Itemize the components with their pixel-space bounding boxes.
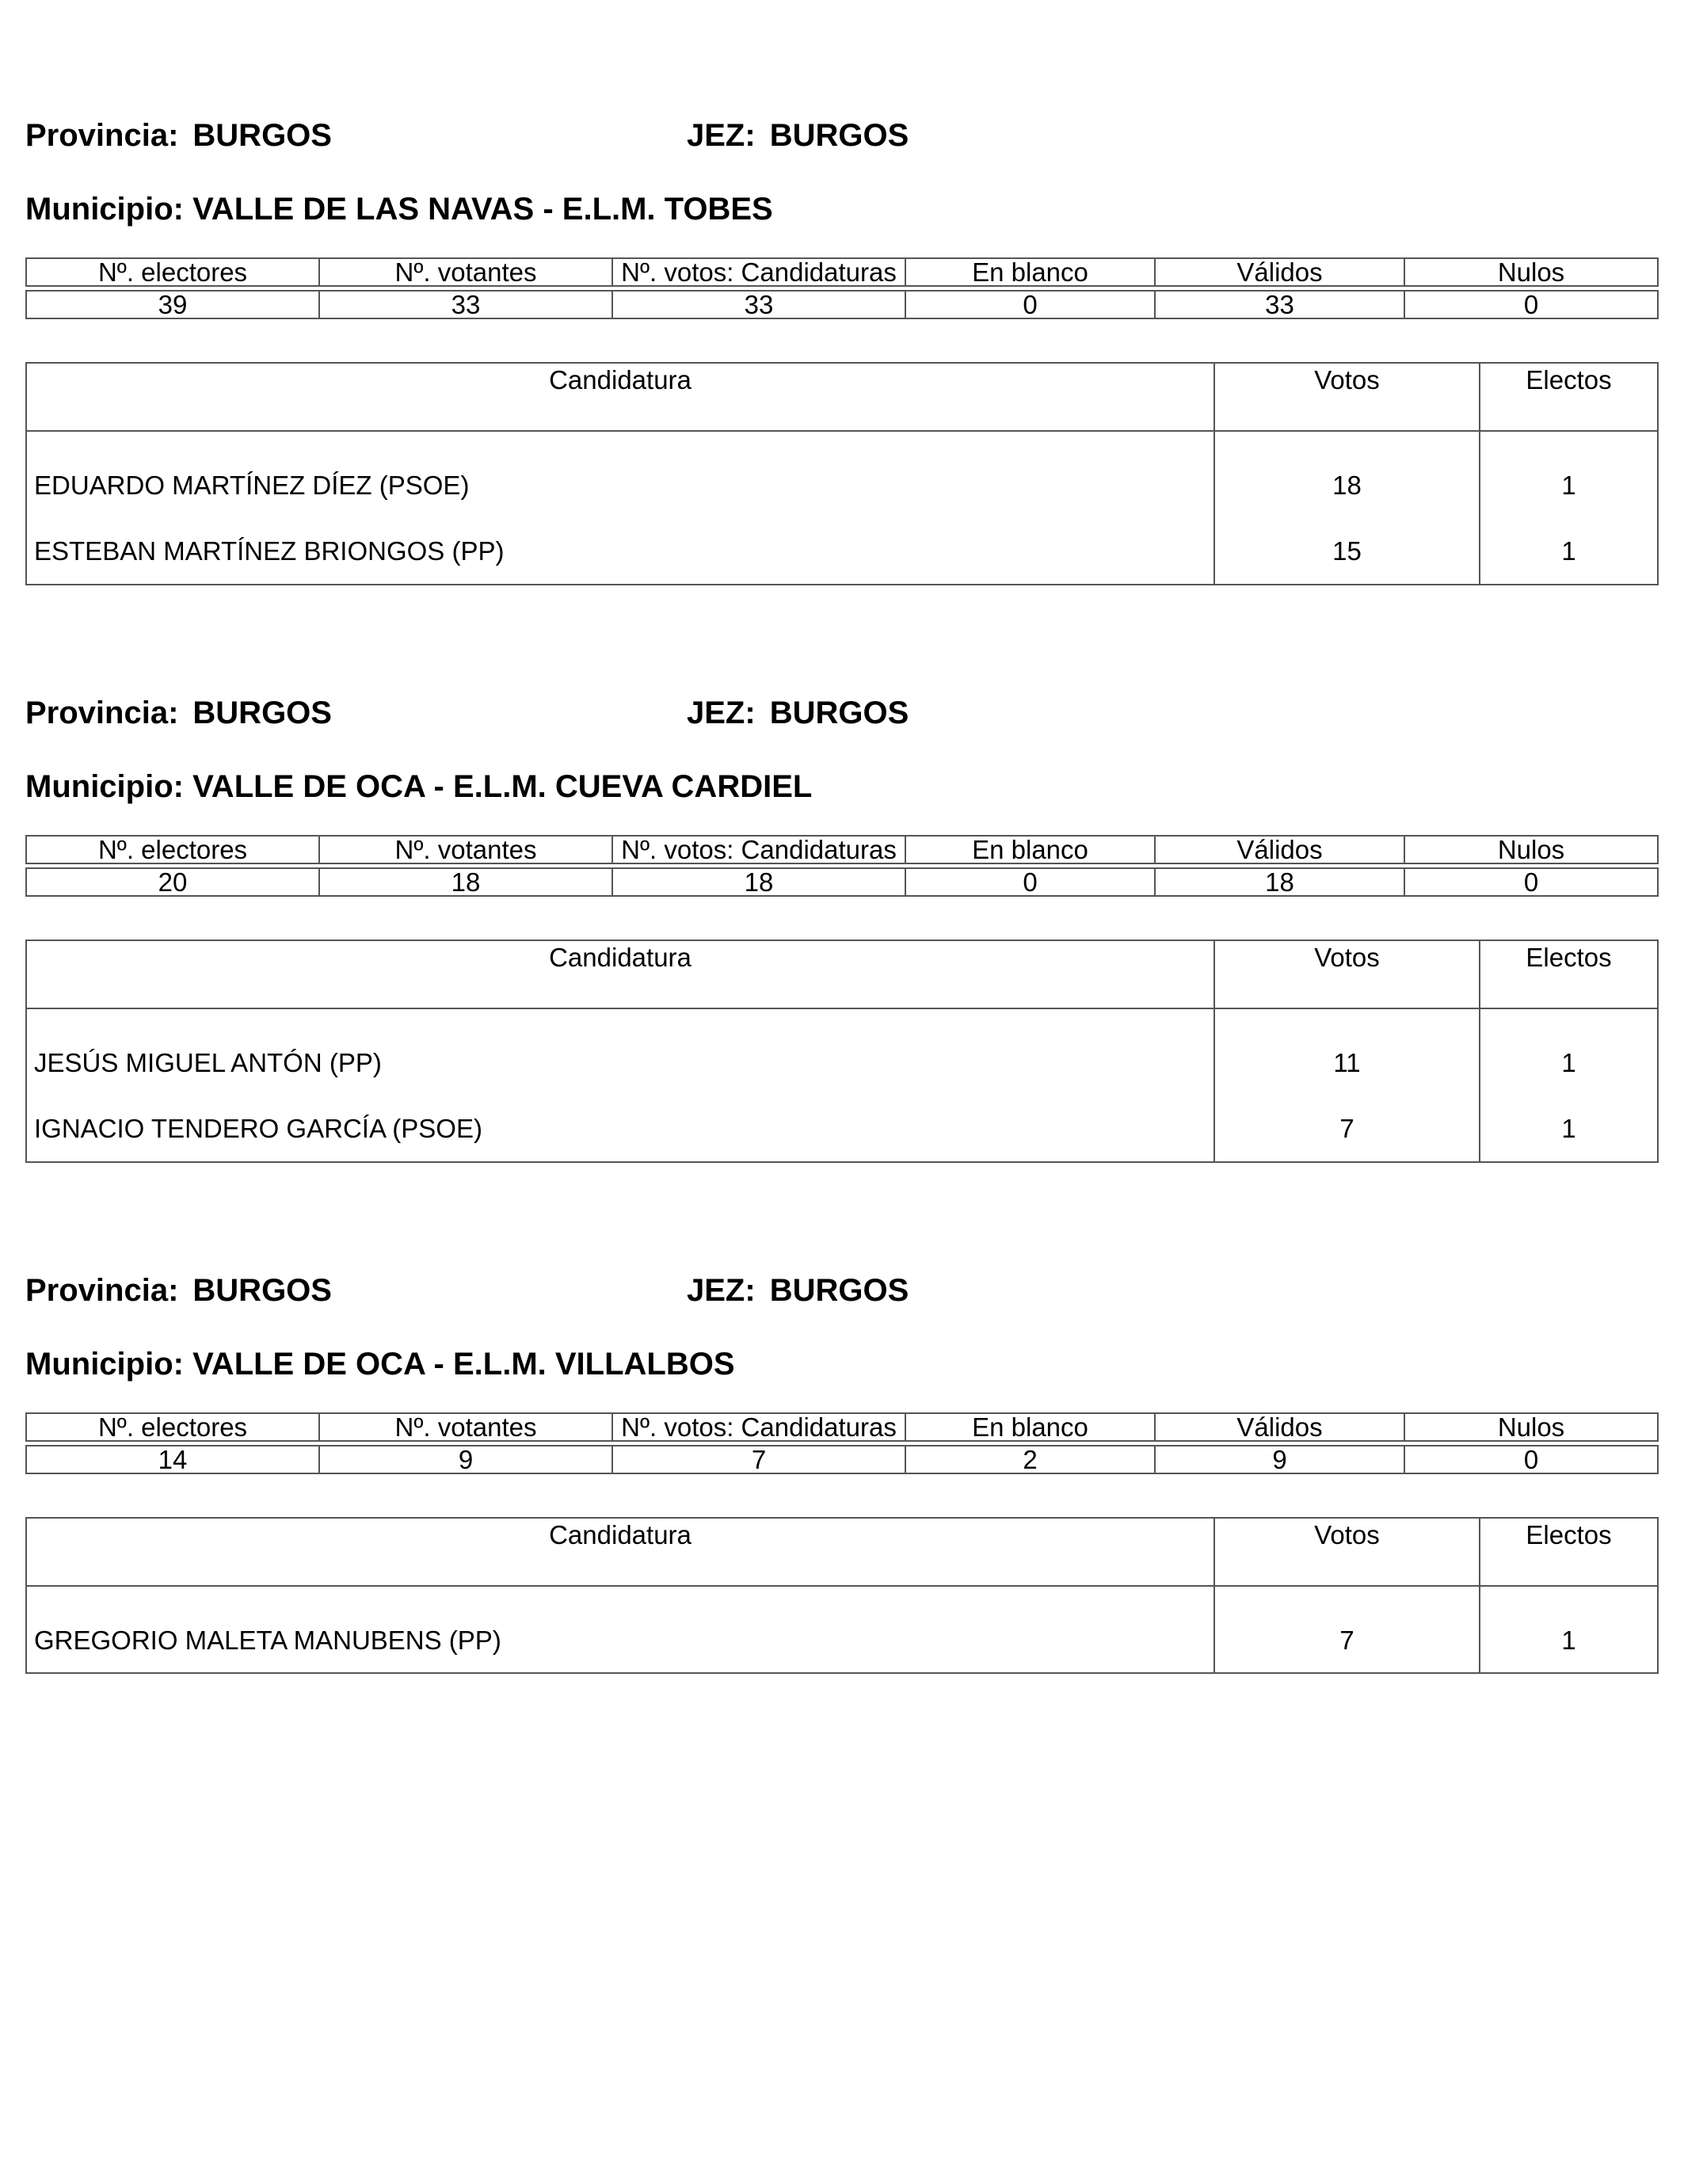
municipio-label: Municipio: bbox=[25, 192, 184, 227]
candidates-table bbox=[25, 940, 1659, 1163]
candidate-electos: 1 bbox=[1480, 517, 1658, 585]
stats-value: 33 bbox=[319, 291, 612, 318]
stats-value: 0 bbox=[1404, 868, 1658, 896]
stats-value: 7 bbox=[612, 1446, 905, 1473]
candidates-header-row bbox=[26, 1518, 1658, 1586]
candidate-votos: 7 bbox=[1214, 1586, 1480, 1673]
candidate-name: EDUARDO MARTÍNEZ DÍEZ (PSOE) bbox=[26, 431, 1214, 517]
candidates-table bbox=[25, 362, 1659, 585]
provincia-label: Provincia: bbox=[25, 118, 179, 153]
table-row bbox=[26, 1008, 1658, 1095]
stats-header: En blanco bbox=[905, 1413, 1155, 1441]
stats-value: 33 bbox=[1155, 291, 1404, 318]
jez-heading bbox=[687, 694, 909, 732]
votos-header: Votos bbox=[1214, 363, 1480, 431]
stats-value: 0 bbox=[1404, 291, 1658, 318]
municipio-heading bbox=[25, 1345, 735, 1383]
candidate-electos: 1 bbox=[1480, 1095, 1658, 1162]
stats-header: En blanco bbox=[905, 258, 1155, 286]
electos-header: Electos bbox=[1480, 1518, 1658, 1586]
candidate-electos: 1 bbox=[1480, 1586, 1658, 1673]
candidate-name: JESÚS MIGUEL ANTÓN (PP) bbox=[26, 1008, 1214, 1095]
stats-value: 2 bbox=[905, 1446, 1155, 1473]
stats-header: Nº. electores bbox=[26, 258, 319, 286]
provincia-value: BURGOS bbox=[192, 1273, 332, 1308]
provincia-heading bbox=[25, 1271, 332, 1309]
stats-value: 18 bbox=[1155, 868, 1404, 896]
stats-header: Nº. votos: Candidaturas bbox=[612, 1413, 905, 1441]
jez-label: JEZ: bbox=[687, 118, 756, 153]
stats-header-row bbox=[26, 258, 1658, 286]
candidates-table bbox=[25, 1517, 1659, 1674]
municipio-value: VALLE DE OCA - E.L.M. CUEVA CARDIEL bbox=[192, 769, 813, 804]
candidatura-header: Candidatura bbox=[26, 1518, 1214, 1586]
candidate-votos: 15 bbox=[1214, 517, 1480, 585]
provincia-value: BURGOS bbox=[192, 696, 332, 730]
stats-header: Válidos bbox=[1155, 1413, 1404, 1441]
stats-header: Nº. electores bbox=[26, 1413, 319, 1441]
jez-value: BURGOS bbox=[769, 118, 909, 153]
stats-value-row bbox=[26, 291, 1658, 318]
candidates-header-row bbox=[26, 363, 1658, 431]
stats-table bbox=[25, 257, 1659, 319]
stats-value: 0 bbox=[905, 291, 1155, 318]
stats-value: 33 bbox=[612, 291, 905, 318]
stats-header: Nº. votantes bbox=[319, 1413, 612, 1441]
candidate-votos: 11 bbox=[1214, 1008, 1480, 1095]
stats-table bbox=[25, 1412, 1659, 1474]
stats-value-row bbox=[26, 1446, 1658, 1473]
candidate-votos: 7 bbox=[1214, 1095, 1480, 1162]
stats-header: Nº. votos: Candidaturas bbox=[612, 258, 905, 286]
jez-value: BURGOS bbox=[769, 1273, 909, 1308]
stats-header: Nulos bbox=[1404, 258, 1658, 286]
stats-value: 9 bbox=[1155, 1446, 1404, 1473]
municipio-label: Municipio: bbox=[25, 1347, 184, 1382]
candidatura-header: Candidatura bbox=[26, 363, 1214, 431]
stats-header: Nulos bbox=[1404, 836, 1658, 863]
jez-heading bbox=[687, 1271, 909, 1309]
table-row bbox=[26, 1095, 1658, 1162]
stats-header: Nº. votos: Candidaturas bbox=[612, 836, 905, 863]
candidate-electos: 1 bbox=[1480, 431, 1658, 517]
jez-label: JEZ: bbox=[687, 696, 756, 730]
stats-value: 9 bbox=[319, 1446, 612, 1473]
provincia-heading bbox=[25, 694, 332, 732]
stats-value-row bbox=[26, 868, 1658, 896]
provincia-label: Provincia: bbox=[25, 696, 179, 730]
stats-header: Válidos bbox=[1155, 258, 1404, 286]
stats-header: Nulos bbox=[1404, 1413, 1658, 1441]
electos-header: Electos bbox=[1480, 363, 1658, 431]
municipio-label: Municipio: bbox=[25, 769, 184, 804]
stats-table bbox=[25, 835, 1659, 897]
municipio-value: VALLE DE OCA - E.L.M. VILLALBOS bbox=[192, 1347, 735, 1382]
candidates-header-row bbox=[26, 940, 1658, 1008]
candidate-votos: 18 bbox=[1214, 431, 1480, 517]
stats-header-row bbox=[26, 836, 1658, 863]
candidate-name: GREGORIO MALETA MANUBENS (PP) bbox=[26, 1586, 1214, 1673]
stats-header: En blanco bbox=[905, 836, 1155, 863]
municipio-heading bbox=[25, 768, 812, 806]
table-row bbox=[26, 517, 1658, 585]
stats-header: Válidos bbox=[1155, 836, 1404, 863]
municipio-value: VALLE DE LAS NAVAS - E.L.M. TOBES bbox=[192, 192, 773, 227]
electos-header: Electos bbox=[1480, 940, 1658, 1008]
stats-header: Nº. votantes bbox=[319, 258, 612, 286]
candidate-name: ESTEBAN MARTÍNEZ BRIONGOS (PP) bbox=[26, 517, 1214, 585]
candidatura-header: Candidatura bbox=[26, 940, 1214, 1008]
table-row bbox=[26, 431, 1658, 517]
stats-value: 20 bbox=[26, 868, 319, 896]
provincia-value: BURGOS bbox=[192, 118, 332, 153]
stats-value: 39 bbox=[26, 291, 319, 318]
provincia-heading bbox=[25, 116, 332, 154]
stats-value: 0 bbox=[1404, 1446, 1658, 1473]
stats-value: 0 bbox=[905, 868, 1155, 896]
stats-header: Nº. electores bbox=[26, 836, 319, 863]
stats-value: 18 bbox=[612, 868, 905, 896]
stats-value: 18 bbox=[319, 868, 612, 896]
stats-header-row bbox=[26, 1413, 1658, 1441]
candidate-name: IGNACIO TENDERO GARCÍA (PSOE) bbox=[26, 1095, 1214, 1162]
stats-header: Nº. votantes bbox=[319, 836, 612, 863]
jez-value: BURGOS bbox=[769, 696, 909, 730]
candidate-electos: 1 bbox=[1480, 1008, 1658, 1095]
provincia-label: Provincia: bbox=[25, 1273, 179, 1308]
votos-header: Votos bbox=[1214, 1518, 1480, 1586]
table-row bbox=[26, 1586, 1658, 1673]
stats-value: 14 bbox=[26, 1446, 319, 1473]
jez-heading bbox=[687, 116, 909, 154]
municipio-heading bbox=[25, 190, 773, 228]
jez-label: JEZ: bbox=[687, 1273, 756, 1308]
votos-header: Votos bbox=[1214, 940, 1480, 1008]
